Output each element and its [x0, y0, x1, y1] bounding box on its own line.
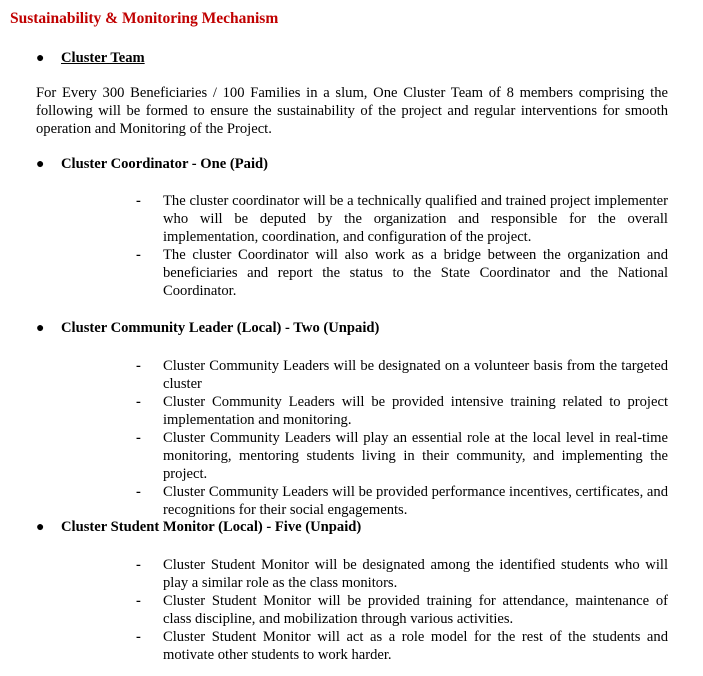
list-item-text: Cluster Student Monitor will be provided training for attendance, maintenance of class discipline, and mobilization through various activities. — [163, 593, 668, 627]
list-item-text: Cluster Student Monitor will be designated among the identified students who will play a similar role as the class monitors. — [163, 557, 668, 591]
dash-icon: - — [136, 557, 141, 573]
list-item — [136, 556, 668, 592]
cluster-team-heading: Cluster Team — [61, 50, 145, 66]
bullet-cluster-community-leader — [36, 319, 379, 338]
list-item — [136, 357, 668, 393]
cluster-coordinator-heading: Cluster Coordinator - One (Paid) — [61, 156, 269, 172]
dash-icon: - — [136, 247, 141, 263]
dash-icon: - — [136, 193, 141, 209]
dash-icon: - — [136, 358, 141, 374]
cluster-student-monitor-list — [136, 556, 668, 664]
bullet-cluster-student-monitor — [36, 518, 361, 537]
dash-icon: - — [136, 430, 141, 446]
cluster-student-monitor-heading: Cluster Student Monitor (Local) - Five (Unpaid) — [61, 519, 362, 535]
list-item-text: Cluster Community Leaders will be provided intensive training related to project implementation and monitoring. — [163, 394, 668, 428]
bullet-icon: ● — [36, 51, 45, 66]
bullet-icon: ● — [36, 520, 45, 535]
list-item — [136, 393, 668, 429]
cluster-community-leader-list — [136, 357, 668, 519]
document-title: Sustainability & Monitoring Mechanism — [10, 10, 279, 27]
cluster-coordinator-list — [136, 192, 668, 300]
list-item — [136, 628, 668, 664]
list-item — [136, 246, 668, 300]
bullet-cluster-team — [36, 49, 145, 68]
list-item-text: Cluster Community Leaders will play an essential role at the local level in real-time monitoring, mentoring students living in their community, and implementing the project. — [163, 430, 668, 482]
list-item-text: Cluster Student Monitor will act as a role model for the rest of the students and motivate other students to work harder. — [163, 629, 668, 663]
list-item-text: Cluster Community Leaders will be designated on a volunteer basis from the targeted cluster — [163, 358, 668, 392]
bullet-icon: ● — [36, 321, 45, 336]
list-item — [136, 483, 668, 519]
list-item — [136, 429, 668, 483]
list-item-text: The cluster coordinator will be a technically qualified and trained project implementer who will be deputed by the organization and responsible for the overall implementation, coordination, and configuration of the project. — [163, 193, 668, 245]
dash-icon: - — [136, 593, 141, 609]
cluster-team-paragraph: For Every 300 Beneficiaries / 100 Families in a slum, One Cluster Team of 8 members comprising the following will be formed to ensure the sustainability of the project and regular interventions for smooth operation and Monitoring of the Project. — [36, 85, 668, 137]
cluster-community-leader-heading: Cluster Community Leader (Local) - Two (Unpaid) — [61, 320, 380, 336]
list-item-text: Cluster Community Leaders will be provided performance incentives, certificates, and recognitions for their social engagements. — [163, 484, 668, 518]
dash-icon: - — [136, 484, 141, 500]
dash-icon: - — [136, 629, 141, 645]
bullet-cluster-coordinator — [36, 155, 268, 174]
list-item — [136, 592, 668, 628]
bullet-icon: ● — [36, 157, 45, 172]
dash-icon: - — [136, 394, 141, 410]
list-item — [136, 192, 668, 246]
list-item-text: The cluster Coordinator will also work as a bridge between the organization and beneficiaries and report the status to the State Coordinator and the National Coordinator. — [163, 247, 668, 299]
